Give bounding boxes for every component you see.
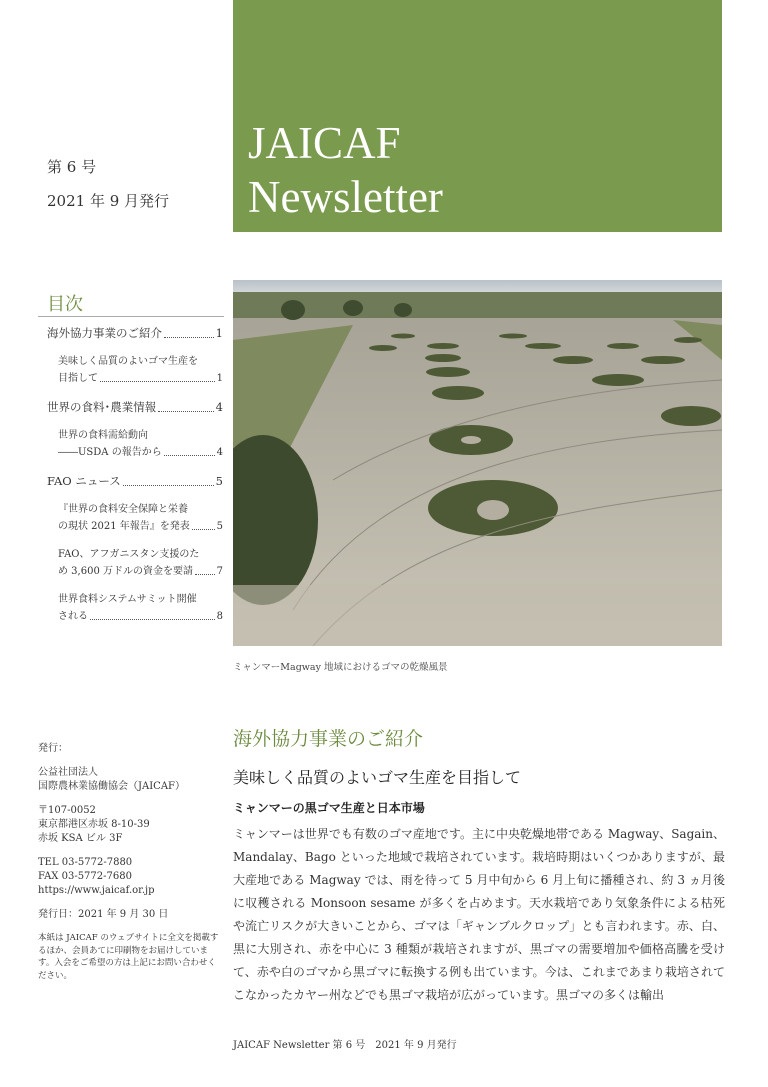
toc-subentry[interactable]: [58, 427, 223, 461]
title-line-2: Newsletter: [248, 172, 443, 222]
title-line-1: JAICAF: [248, 118, 401, 168]
toc-subentry-line: 世界の食料需給動向: [58, 430, 148, 441]
toc-subentry-line: 美味しく品質のよいゴマ生産を: [58, 356, 198, 367]
toc-subentry[interactable]: [58, 353, 223, 387]
publisher-org: [38, 766, 223, 794]
toc-subentry-page: 1: [216, 373, 223, 384]
table-of-contents: [47, 324, 223, 636]
toc-entry[interactable]: [47, 472, 223, 491]
toc-subentry-line: FAO、アフガニスタン支援のた: [58, 549, 200, 560]
issue-number: 第 6 号: [47, 158, 97, 176]
toc-subentry-page: 8: [216, 611, 223, 622]
address-line: 東京都港区赤坂 8-10-39: [38, 819, 150, 830]
address-line: 赤坂 KSA ビル 3F: [38, 833, 123, 844]
publisher-info: [38, 742, 223, 992]
toc-entry-page: 5: [215, 474, 223, 488]
toc-subentry-line: の現状 2021 年報告』を発表: [58, 521, 190, 532]
toc-subentry[interactable]: [58, 501, 223, 535]
article-title: 美味しく品質のよいゴマ生産を目指して: [233, 768, 522, 787]
fax-number: FAX 03-5772-7680: [38, 871, 132, 882]
phone-number: TEL 03-5772-7880: [38, 857, 133, 868]
toc-entry-title: FAO ニュース: [47, 474, 121, 488]
toc-subentry-page: 4: [216, 447, 223, 458]
toc-entry[interactable]: [47, 398, 223, 417]
toc-subentry[interactable]: [58, 546, 223, 580]
toc-divider: [38, 316, 224, 317]
toc-entry-page: 4: [215, 400, 223, 414]
issue-date-note: 発行日：2021 年 9 月 30 日: [38, 909, 169, 920]
toc-entry[interactable]: [47, 324, 223, 343]
toc-subentry-page: 5: [216, 521, 223, 532]
issue-info: [47, 150, 169, 218]
sesame-field-photo: [233, 280, 722, 646]
title-banner: [233, 0, 722, 232]
toc-subentry-line: 目指して: [58, 373, 98, 384]
publisher-label: 発行：: [38, 743, 68, 754]
toc-subentry-line: め 3,600 万ドルの資金を要請: [58, 566, 193, 577]
article-body: ミャンマーは世界でも有数のゴマ産地です。主に中央乾燥地帯である Magway、Sagain、Mandalay、Bago といった地域で栽培されています。栽培時期はいくつかありますが、最大産地である Magway では、雨を待って 5 月中旬から 6 月上旬に播種され、約 3 ヵ月後に収穫される Monsoon sesame が多くを占めます。天水栽培であり気象条件による枯死や流亡リスクが大きいことから、ゴマは「ギャンブルクロップ」とも言われます。赤、白、黒に大別され、赤を中心に 3 種類が栽培されますが、黒ゴマの需要増加や価格高騰を受けて、赤や白のゴマから黒ゴマに転換する例も出ています。今は、これまであまり栽培されてこなかったカヤー州などでも黒ゴマ栽培が広がっています。黒ゴマの多くは輸出: [233, 827, 725, 1002]
article-subtitle: ミャンマーの黒ゴマ生産と日本市場: [233, 801, 425, 815]
website-link[interactable]: https://www.jaicaf.or.jp: [38, 885, 155, 896]
newsletter-title: [248, 116, 443, 224]
publisher-address: [38, 804, 223, 846]
toc-entry-title: 世界の食料･農業情報: [47, 400, 157, 414]
photo-caption: ミャンマーMagway 地域におけるゴマの乾燥風景: [233, 662, 448, 673]
org-name: 国際農林業協働協会（JAICAF）: [38, 781, 185, 792]
toc-subentry-line: 世界食料システムサミット開催: [58, 594, 197, 605]
toc-subentry-line: される: [58, 611, 88, 622]
field-illustration: [233, 280, 722, 646]
toc-heading: 目次: [47, 294, 83, 315]
distribution-note: 本紙は JAICAF のウェブサイトに全文を掲載するほか、会員あてに印刷物をお届けしています。入会をご希望の方は上記にお問い合わせください。: [38, 933, 219, 981]
org-type: 公益社団法人: [38, 767, 98, 778]
toc-subentry[interactable]: [58, 591, 223, 625]
toc-entry-page: 1: [215, 326, 223, 340]
page-footer: JAICAF Newsletter 第 6 号 2021 年 9 月発行: [233, 1040, 457, 1051]
toc-subentry-line: ――USDA の報告から: [58, 447, 162, 458]
toc-subentry-line: 『世界の食料安全保障と栄養: [58, 504, 188, 515]
publisher-contact: [38, 856, 223, 898]
toc-subentry-page: 7: [216, 566, 223, 577]
zip-code: 〒107-0052: [38, 805, 96, 816]
toc-entry-title: 海外協力事業のご紹介: [47, 326, 162, 340]
section-title: 海外協力事業のご紹介: [233, 728, 424, 750]
issue-date: 2021 年 9 月発行: [47, 192, 170, 210]
